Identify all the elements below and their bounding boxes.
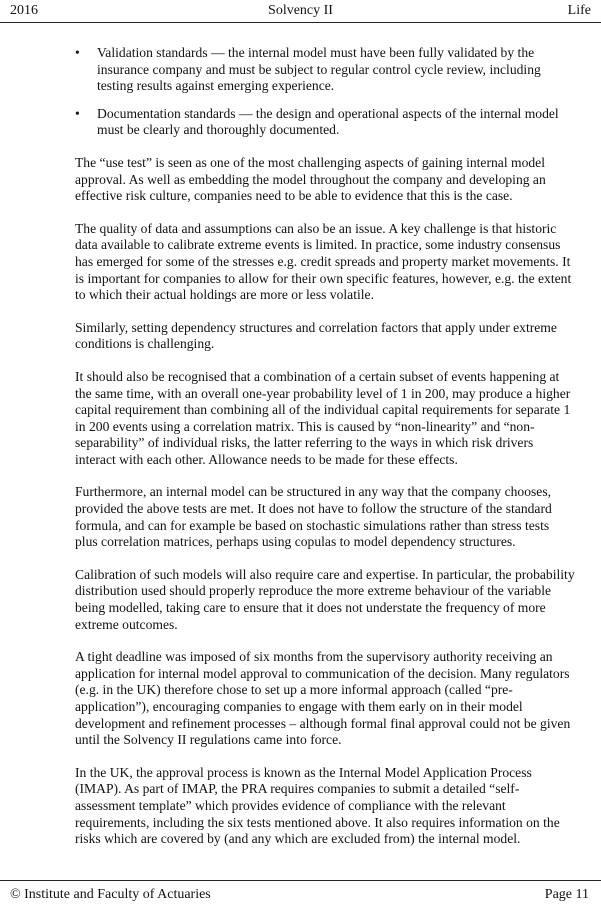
bullet-icon: •	[75, 45, 80, 60]
paragraph-imap: In the UK, the approval process is known as the Internal Model Application Process (IMAP). As part of IMAP, the PRA requires companies to submit a detailed “self-assessment template” which provides evidence of compliance with the relevant requirements, including the six tests mentioned above. It also requires information on the risks which are covered by (and any which are excluded from) the internal model.	[75, 764, 560, 847]
header-section: Life	[567, 3, 591, 18]
bullet-item-validation	[75, 45, 575, 95]
header-divider	[0, 22, 601, 23]
header-year: 2016	[10, 3, 38, 18]
footer-copyright: © Institute and Faculty of Actuaries	[10, 887, 211, 902]
bullet-text: Documentation standards — the design and operational aspects of the internal model must be clearly and thoroughly documented.	[97, 105, 559, 138]
bullet-list	[75, 45, 575, 139]
paragraph-non-linearity: It should also be recognised that a combination of a certain subset of events happening at the same time, with an overall one-year probability level of 1 in 200, may produce a higher capital requirement than combining all of the individual capital requirements for separate 1 in 200 events using a correlation matrix. This is caused by “non-linearity” and “non-separability” of individual risks, the latter referring to the ways in which risk drivers interact with each other. Allowance needs to be made for these effects.	[75, 368, 571, 467]
paragraph-structure: Furthermore, an internal model can be structured in any way that the company chooses, provided the above tests are met. It does not have to follow the structure of the standard formula, and can for example be based on stochastic simulations rather than stress tests plus correlation matrices, perhaps using copulas to model dependency structures.	[75, 484, 552, 550]
bullet-icon: •	[75, 105, 80, 121]
page-number: Page 11	[544, 887, 589, 902]
paragraph-data-quality: The quality of data and assumptions can also be an issue. A key challenge is that historic data available to calibrate extreme events is limited. In practice, some industry consensus has emerged for some of the stresses e.g. credit spreads and property market movements. It is important for companies to allow for their own specific features, however, e.g. the extent to which their actual holdings are more or less volatile.	[75, 220, 572, 303]
bullet-text: Validation standards — the internal model must have been fully validated by the insurance company and must be subject to regular control cycle review, including testing results against emerging experience.	[97, 45, 541, 94]
paragraph-calibration: Calibration of such models will also require care and expertise. In particular, the probability distribution used should properly reproduce the more extreme behaviour of the variable being modelled, taking care to ensure that it does not understate the frequency of more extreme outcomes.	[75, 566, 575, 632]
page-footer	[0, 886, 601, 910]
footer-divider	[0, 880, 601, 881]
paragraph-dependency: Similarly, setting dependency structures and correlation factors that apply under extreme conditions is challenging.	[75, 319, 557, 352]
header-title: Solvency II	[268, 3, 333, 18]
paragraph-use-test: The “use test” is seen as one of the most challenging aspects of gaining internal model approval. As well as embedding the model throughout the company and developing an effective risk culture, companies need to be able to evidence that this is the case.	[75, 154, 546, 204]
paragraph-deadline: A tight deadline was imposed of six months from the supervisory authority receiving an application for internal model approval to communication of the decision. Many regulators (e.g. in the UK) therefore chose to set up a more informal approach (called “pre-application”), encouraging companies to engage with them early on in their model development and refinement processes – although formal final approval could not be given until the Solvency II regulations came into force.	[75, 649, 571, 748]
bullet-item-documentation	[75, 106, 575, 139]
page-header	[0, 0, 601, 22]
document-body	[75, 45, 575, 864]
